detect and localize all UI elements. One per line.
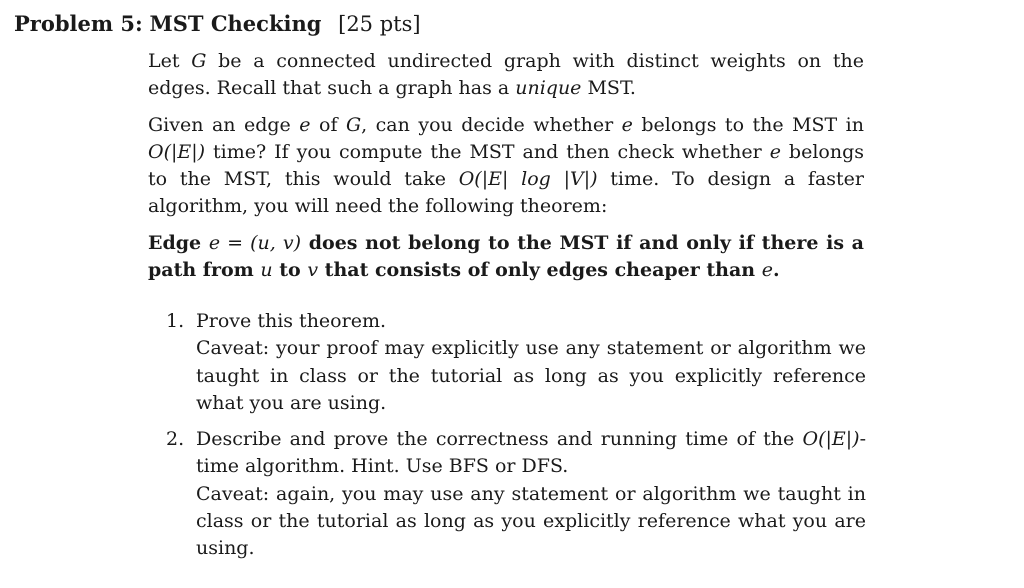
theorem-statement: [148, 230, 864, 284]
math-u: u: [260, 259, 273, 281]
problem-heading: [14, 10, 421, 38]
para-text: Given an edge: [148, 114, 300, 136]
para-text: of: [310, 114, 346, 136]
intro-text: be a connected undirected graph with distinct weights on the edges. Recall that such a graph has a: [148, 50, 864, 99]
para-text: belongs to the MST, this would take: [148, 141, 864, 190]
math-big-o-edges: O(|E|): [802, 428, 860, 450]
math-G: G: [191, 50, 207, 72]
list-item: [166, 426, 866, 562]
item-line: [196, 426, 866, 481]
theorem-text: does not belong to the MST if and only if there is a path from: [148, 232, 864, 281]
intro-paragraph: [148, 48, 864, 102]
item-line-text: -time algorithm. Hint. Use BFS or DFS.: [196, 428, 866, 478]
para-text: , can you decide whether: [361, 114, 622, 136]
math-big-o-edges: O(|E|): [148, 141, 206, 163]
item-caveat: Caveat: again, you may use any statement or algorithm we taught in class or the tutorial as long as you explicitly reference what you are using.: [196, 482, 866, 560]
math-big-o-elogv: O(|E| log |V|): [458, 168, 598, 190]
item-line-text: Describe and prove the correctness and running time of the: [196, 428, 803, 450]
theorem-text: to: [272, 259, 308, 281]
para-text: time? If you compute the MST and then check whether: [205, 141, 770, 163]
theorem-text: that consists of only edges cheaper than: [318, 259, 762, 281]
problem-points: [25 pts]: [338, 12, 421, 36]
para-text: time. To design a faster algorithm, you will need the following theorem:: [148, 168, 864, 217]
item-number: 1.: [166, 310, 185, 332]
problem-title: MST Checking: [149, 11, 322, 36]
math-edge: e = (u, v): [208, 232, 302, 254]
question-paragraph: [148, 112, 864, 220]
para-text: belongs to the MST in: [632, 114, 865, 136]
item-line: Prove this theorem.: [196, 310, 386, 332]
problem-label: Problem 5:: [14, 11, 143, 36]
item-caveat: Caveat: your proof may explicitly use any statement or algorithm we taught in class or the tutorial as long as you explicitly reference what you are using.: [196, 337, 866, 414]
theorem-text: .: [772, 259, 780, 281]
item-number: 2.: [166, 428, 185, 450]
intro-text: Let: [148, 50, 192, 72]
theorem-text: Edge: [148, 232, 209, 254]
item-text: [196, 426, 866, 562]
emphasis-unique: unique: [515, 77, 582, 99]
math-e: e: [761, 259, 773, 281]
math-G: G: [345, 114, 362, 136]
math-v: v: [307, 259, 319, 281]
math-e: e: [621, 114, 633, 136]
math-e: e: [299, 114, 311, 136]
item-text: [196, 308, 866, 417]
intro-text: MST.: [581, 77, 636, 99]
math-e: e: [769, 141, 781, 163]
list-item: [166, 308, 866, 417]
